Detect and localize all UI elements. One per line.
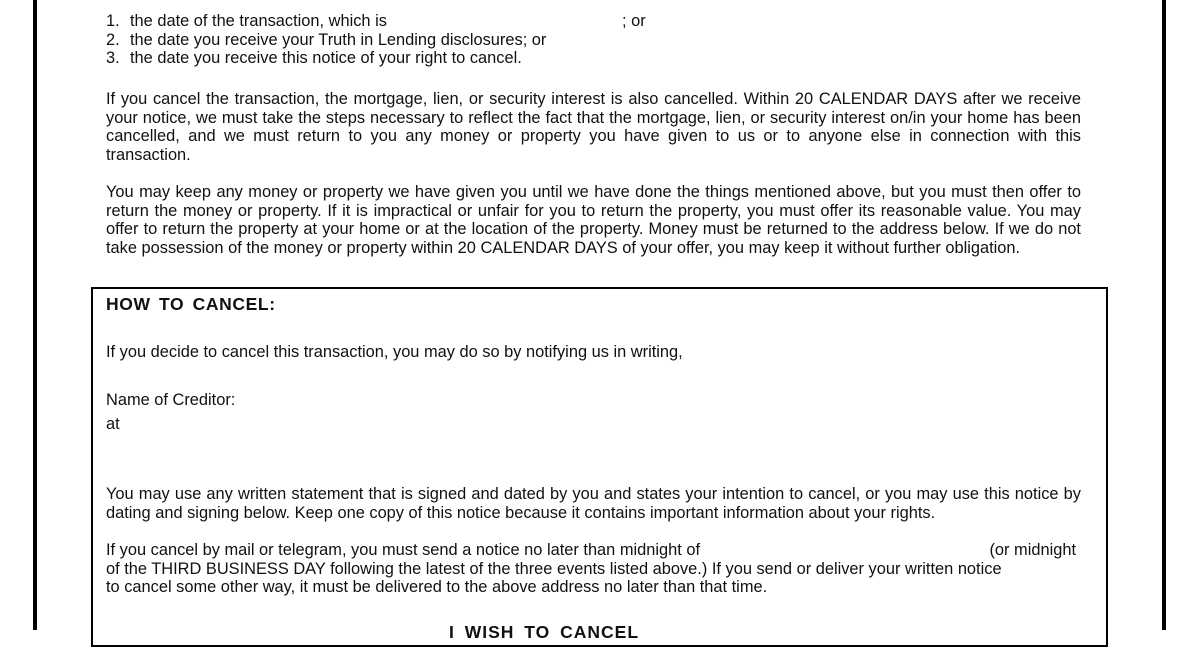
creditor-name-label: Name of Creditor: [106, 391, 236, 409]
list-item-number: 3. [106, 49, 120, 68]
how-to-cancel-box [91, 287, 1108, 647]
page-border-left [33, 0, 37, 630]
mail-deadline-paragraph [106, 541, 1081, 597]
list-item-text: the date you receive your Truth in Lending disclosures; or [130, 30, 547, 49]
keep-money-paragraph: You may keep any money or property we have given you until we have done the things mentioned above, but you must then offer to return the money or property. If it is impractical or unfair for you to return the property, you must offer its reasonable value. You may offer to return the property at your home or at the location of the property. Money must be returned to the address below. If we do not take possession of the money or property within 20 CALENDAR DAYS of your offer, you may keep it without further obligation. [106, 183, 1081, 257]
written-statement-paragraph: You may use any written statement that is signed and dated by you and states your intention to cancel, or you may use this notice by dating and signing below. Keep one copy of this notice because it contains important information about your rights. [106, 485, 1081, 522]
list-item-suffix: ; or [622, 12, 646, 30]
how-to-cancel-heading: HOW TO CANCEL: [106, 294, 276, 314]
list-item-text: the date of the transaction, which is [130, 12, 387, 30]
list-item-number: 1. [106, 12, 120, 30]
notify-instruction: If you decide to cancel this transaction, you may do so by notifying us in writing, [106, 343, 683, 361]
wish-to-cancel-heading: I WISH TO CANCEL [449, 622, 640, 642]
list-item-number: 2. [106, 30, 120, 49]
mail-deadline-line-1 [106, 541, 1081, 560]
list-item [106, 49, 1106, 68]
mail-deadline-line-2: of the THIRD BUSINESS DAY following the latest of the three events listed above.) If you send or deliver your written notice [106, 559, 1002, 578]
page-border-right [1162, 0, 1166, 630]
midnight-suffix: (or midnight [989, 541, 1076, 559]
cancellation-effect-paragraph: If you cancel the transaction, the mortgage, lien, or security interest is also cancelled. Within 20 CALENDAR DAYS after we receive your notice, we must take the steps necessary to reflect the fact that the mortgage, lien, or security interest on/in your home has been cancelled, and we must return to you any money or property you have given to us or to anyone else in connection with this transaction. [106, 90, 1081, 164]
creditor-address-label: at [106, 415, 120, 433]
list-item [106, 12, 1106, 31]
mail-deadline-line-3: to cancel some other way, it must be delivered to the above address no later than that time. [106, 578, 768, 597]
list-item-text: the date you receive this notice of your right to cancel. [130, 49, 522, 68]
cancellation-events-list [106, 12, 1106, 68]
list-item [106, 31, 1106, 50]
mail-deadline-text: If you cancel by mail or telegram, you must send a notice no later than midnight of [106, 541, 701, 559]
